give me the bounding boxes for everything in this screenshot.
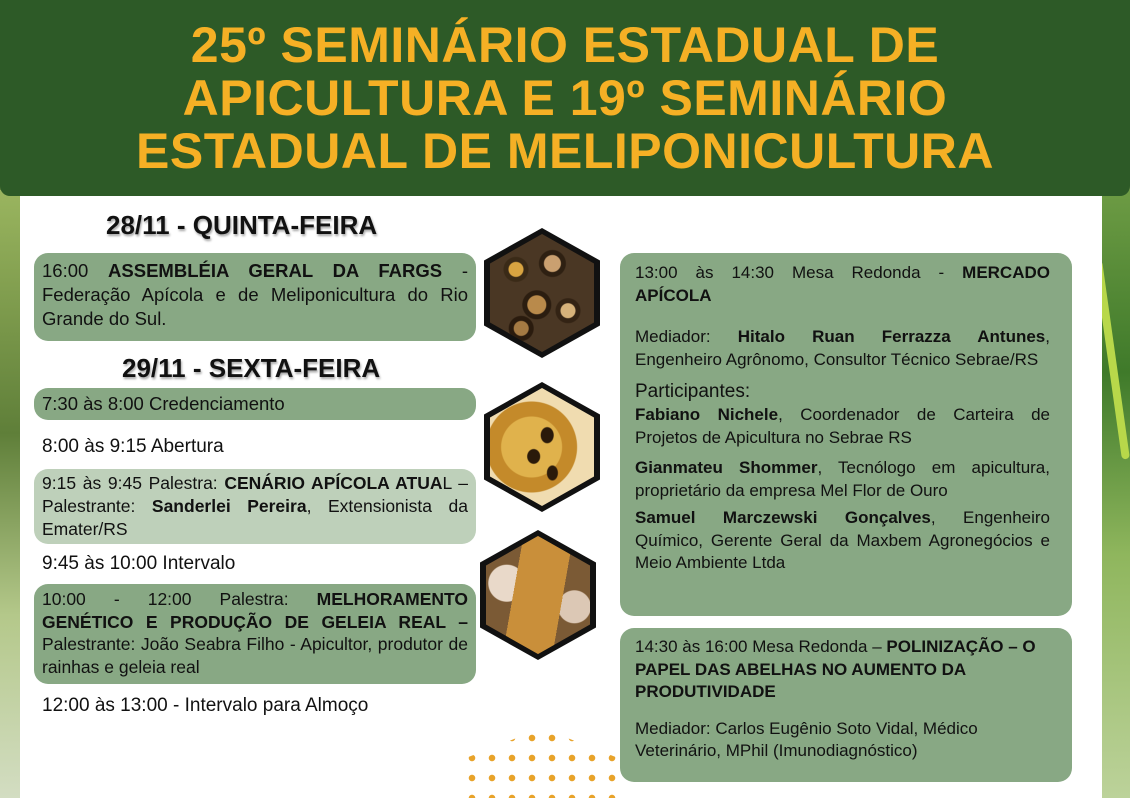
- almoco-text: 12:00 às 13:00 - Intervalo para Almoço: [42, 695, 369, 716]
- title-line-1: 25º SEMINÁRIO ESTADUAL DE: [190, 16, 940, 73]
- assembleia-box: [34, 253, 476, 341]
- day-heading-friday: 29/11 - SEXTA-FEIRA: [122, 353, 381, 383]
- leaf-background-left: [0, 190, 22, 798]
- abertura-text: 8:00 às 9:15 Abertura: [42, 436, 224, 457]
- palestra-cenario-text: 9:15 às 9:45 Palestra: CENÁRIO APÍCOLA ATUAL – Palestrante: Sanderlei Pereira, Extensionista da Emater/RS: [42, 473, 469, 539]
- day-heading-thursday: 28/11 - QUINTA-FEIRA: [106, 210, 378, 240]
- palestra-cenario-box: [34, 469, 476, 544]
- assembleia-text: 16:00 ASSEMBLÉIA GERAL DA FARGS - Federação Apícola e de Meliponicultura do Rio Grande do Sul.: [42, 260, 468, 329]
- intervalo-text: 9:45 às 10:00 Intervalo: [42, 553, 236, 574]
- participants-label: Participantes:: [635, 381, 751, 402]
- mesa-polinizacao-mediator: Mediador: Carlos Eugênio Soto Vidal, Médico Veterinário, MPhil (Imunodiagnóstico): [635, 718, 978, 760]
- credenciamento-box: [34, 388, 476, 420]
- title-line-3: ESTADUAL DE MELIPONICULTURA: [136, 122, 994, 179]
- credenciamento-text: 7:30 às 8:00 Credenciamento: [42, 393, 285, 414]
- participant-1: Fabiano Nichele, Coordenador de Carteira de Projetos de Apicultura no Sebrae RS: [635, 405, 1050, 447]
- palestra-melhoramento-text: 10:00 - 12:00 Palestra: MELHORAMENTO GENÉTICO E PRODUÇÃO DE GELEIA REAL – Palestrante: João Seabra Filho - Apicultor, produtor de rainhas e geleia real: [42, 589, 468, 677]
- mesa-polinizacao-box: [620, 628, 1072, 782]
- leaf-background-right: [1102, 190, 1130, 798]
- participant-3: Samuel Marczewski Gonçalves, Engenheiro Químico, Gerente Geral da Maxbem Agronegócios e Meio Ambiente Ltda: [635, 508, 1051, 572]
- header-banner: [0, 0, 1130, 196]
- palestra-melhoramento-box: [34, 584, 476, 684]
- mesa-mercado-mediator: Mediador: Hitalo Ruan Ferrazza Antunes, Engenheiro Agrônomo, Consultor Técnico Sebrae/RS: [635, 327, 1050, 369]
- mesa-polinizacao-title: 14:30 às 16:00 Mesa Redonda – POLINIZAÇÃO – O PAPEL DAS ABELHAS NO AUMENTO DA PRODUTIVIDADE: [635, 637, 1036, 701]
- title-line-2: APICULTURA E 19º SEMINÁRIO: [182, 69, 948, 126]
- mesa-mercado-title: 13:00 às 14:30 Mesa Redonda - MERCADO APÍCOLA: [635, 263, 1050, 305]
- mesa-mercado-box: [620, 253, 1072, 616]
- participant-2: Gianmateu Shommer, Tecnólogo em apicultura, proprietário da empresa Mel Flor de Ouro: [635, 458, 1050, 500]
